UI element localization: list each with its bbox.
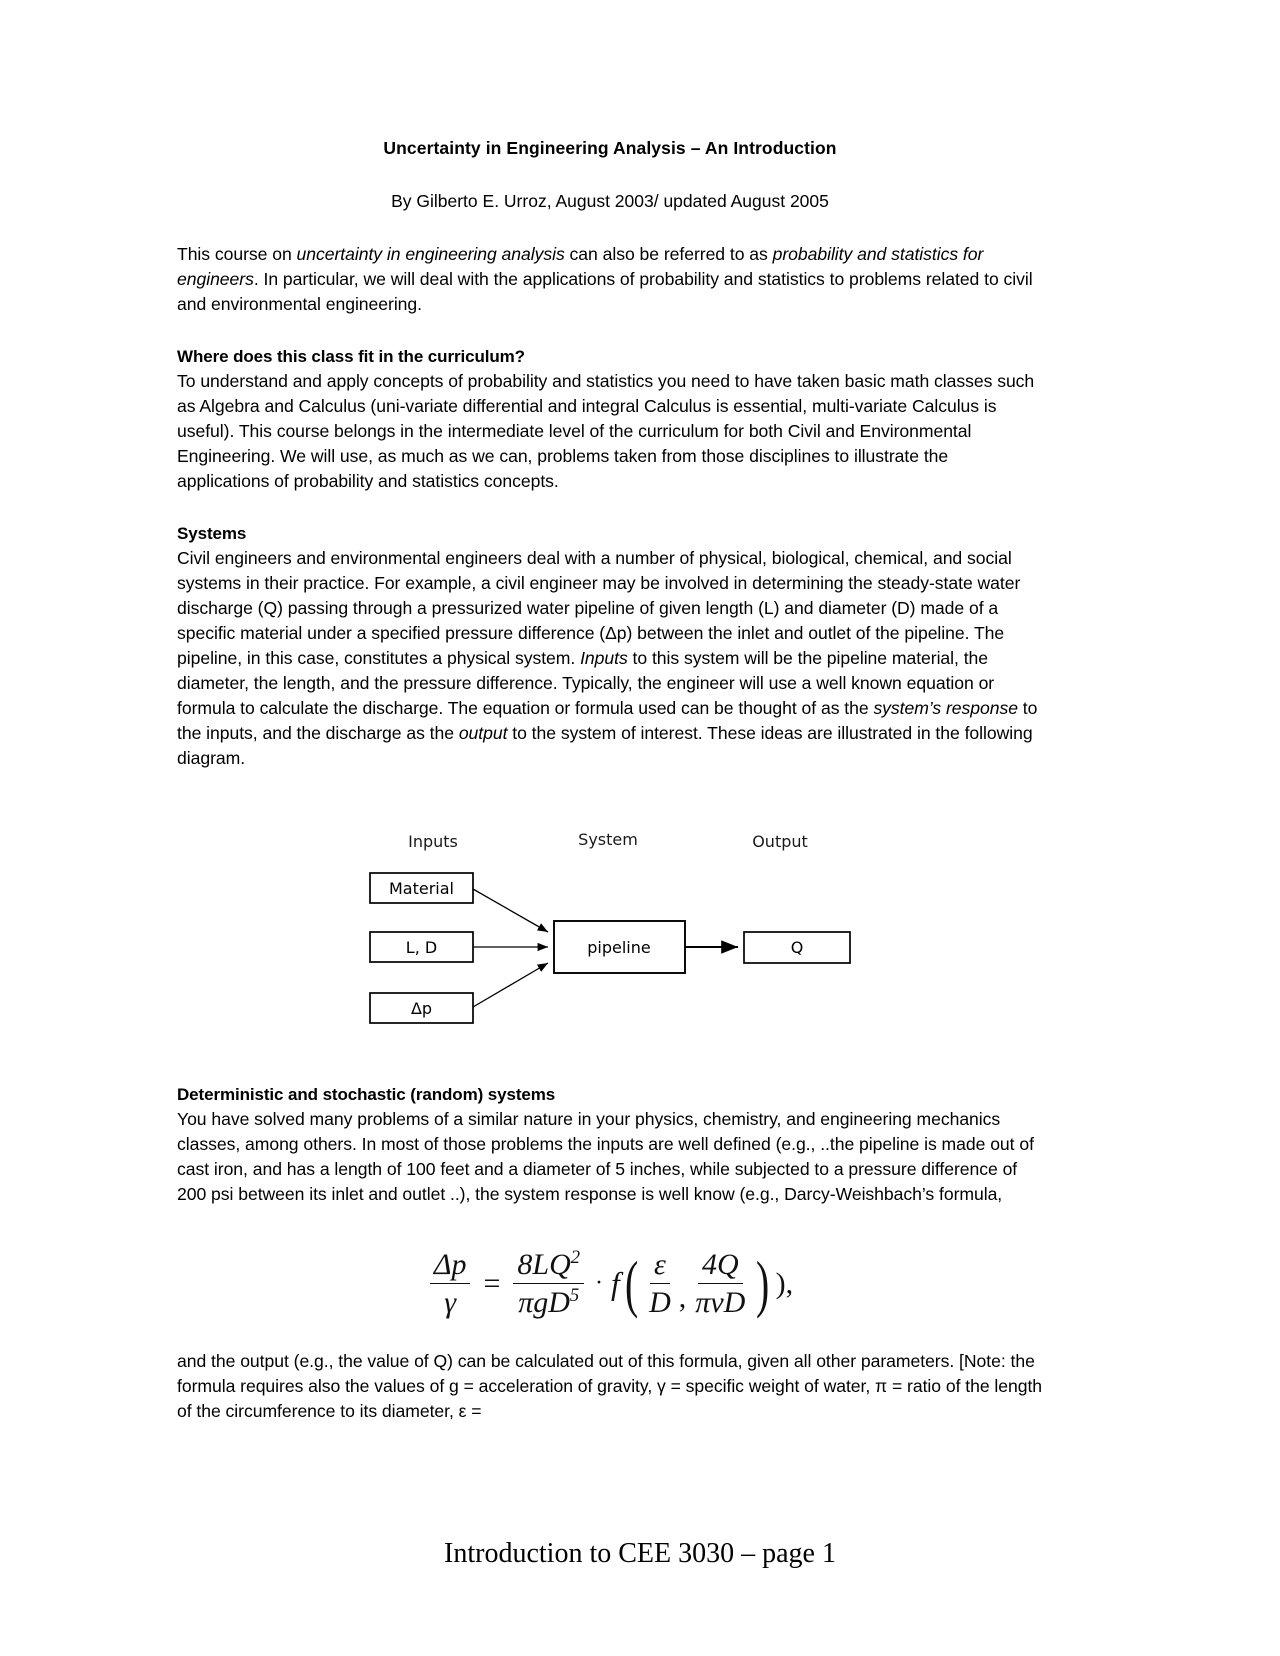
intro-text-b: can also be referred to as: [564, 244, 773, 264]
systems-italic-output: output: [458, 722, 508, 743]
formula-rhs-den-exponent: 5: [569, 1284, 580, 1306]
deterministic-paragraph: You have solved many problems of a similar nature in your physics, chemistry, and engineering mechanics classes, among others. In most of those problems the inputs are well defined (e.g., ..the pipeline is made out of cast iron, and has a length of 100 feet and a diameter of 5 inches, while subjected to a pressure difference of 200 psi between its inlet and outlet ..), the system response is well know (e.g., Darcy-Weishbach’s formula,: [177, 1108, 1034, 1204]
formula-rhs-denominator: [514, 1284, 583, 1320]
heading-curriculum: Where does this class fit in the curriculum?: [177, 346, 525, 366]
formula-function-f: f: [611, 1265, 620, 1301]
formula-lhs-numerator: Δp: [430, 1248, 471, 1284]
formula-arg2-numerator: 4Q: [698, 1248, 743, 1284]
formula-lhs-fraction: [430, 1248, 471, 1319]
diagram-arrow-dp: [473, 963, 548, 1007]
formula-tail: ),: [775, 1266, 794, 1300]
diagram-box-q-label: Q: [790, 937, 804, 957]
systems-text-d: to the system of interest. These ideas are illustrated in the following diagram.: [177, 722, 1033, 768]
intro-italic-1: uncertainty in engineering analysis: [296, 244, 565, 264]
formula-equals: =: [483, 1266, 501, 1300]
diagram-label-output: Output: [752, 831, 808, 851]
diagram-box-pipeline-label: pipeline: [587, 937, 651, 957]
formula-open-paren: (: [624, 1247, 639, 1319]
formula-rhs-numerator: [513, 1248, 584, 1284]
diagram-arrow-material: [473, 889, 548, 932]
formula-multiply-dot: ·: [595, 1270, 604, 1297]
closing-paragraph: and the output (e.g., the value of Q) can be calculated out of this formula, given all other parameters. [Note: the formula requires also the values of g = acceleration of gravity, γ = specific weight of water, π = ratio of the length of the circumference to its diameter, ε =: [177, 1350, 1043, 1421]
formula-arg1-numerator: ε: [650, 1248, 670, 1284]
intro-italic-2: probability and statistics for engineers: [177, 244, 984, 289]
systems-text-a: Civil engineers and environmental engineers deal with a number of physical, biological, chemical, and social systems in their practice. For example, a civil engineer may be involved in determining the steady-state water discharge (Q) passing through a pressurized water pipeline of given length (L) and diameter (D) made of a specific material under a specified pressure difference (Δp) between the inlet and outlet of the pipeline. The pipeline, in this case, constitutes a physical system.: [177, 548, 1021, 668]
formula-arg2-denominator: πνD: [695, 1285, 746, 1319]
darcy-weisbach-formula-container: [177, 1241, 1043, 1327]
system-diagram: [360, 801, 860, 1041]
formula-arg1-denominator: D: [649, 1285, 671, 1319]
heading-systems: Systems: [177, 523, 247, 543]
formula-arg-comma: ,: [678, 1281, 687, 1315]
formula-close-paren: ): [756, 1247, 770, 1319]
formula-arg2-fraction: [691, 1248, 749, 1319]
systems-italic-inputs: Inputs: [580, 647, 628, 668]
intro-text-a: This course on: [177, 244, 297, 264]
formula-rhs-fraction: [513, 1248, 584, 1319]
document-byline: By Gilberto E. Urroz, August 2003/ updated August 2005: [391, 191, 829, 211]
formula-rhs-den-base: πgD: [518, 1285, 570, 1319]
intro-paragraph: [177, 242, 1043, 317]
page-title: Uncertainty in Engineering Analysis – An Introduction: [383, 138, 837, 158]
systems-text-c: to the inputs, and the discharge as the: [177, 697, 1038, 743]
diagram-box-ld-label: L, D: [405, 937, 438, 957]
systems-text-b: to this system will be the pipeline material, the diameter, the length, and the pressure difference. Typically, the engineer will use a well known equation or formula to calculate the discharge. The equation or formula used can be thought of as the: [177, 647, 995, 718]
system-diagram-container: [177, 801, 1043, 1041]
darcy-weisbach-formula: [427, 1248, 793, 1319]
formula-arg1-fraction: [645, 1248, 675, 1319]
diagram-label-system: System: [578, 829, 638, 849]
page-content: [177, 138, 1043, 1424]
page-footer: Introduction to CEE 3030 – page 1: [444, 1538, 836, 1569]
diagram-label-inputs: Inputs: [408, 831, 458, 851]
heading-deterministic: Deterministic and stochastic (random) systems: [177, 1084, 556, 1104]
systems-paragraph: [177, 546, 1043, 771]
formula-rhs-num-base: 8LQ: [517, 1248, 571, 1282]
formula-lhs-denominator: γ: [444, 1285, 457, 1319]
diagram-box-material-label: Material: [389, 878, 454, 898]
systems-italic-response: system’s response: [873, 697, 1018, 718]
intro-text-c: . In particular, we will deal with the applications of probability and statistics to problems related to civil and environmental engineering.: [177, 268, 1033, 314]
curriculum-paragraph: To understand and apply concepts of probability and statistics you need to have taken basic math classes such as Algebra and Calculus (uni-variate differential and integral Calculus is essential, multi-variate Calculus is useful). This course belongs in the intermediate level of the curriculum for both Civil and Environmental Engineering. We will use, as much as we can, problems taken from those disciplines to illustrate the applications of probability and statistics concepts.: [177, 371, 1035, 491]
formula-rhs-num-exponent: 2: [570, 1247, 581, 1269]
diagram-box-dp-label: Δp: [410, 998, 433, 1018]
